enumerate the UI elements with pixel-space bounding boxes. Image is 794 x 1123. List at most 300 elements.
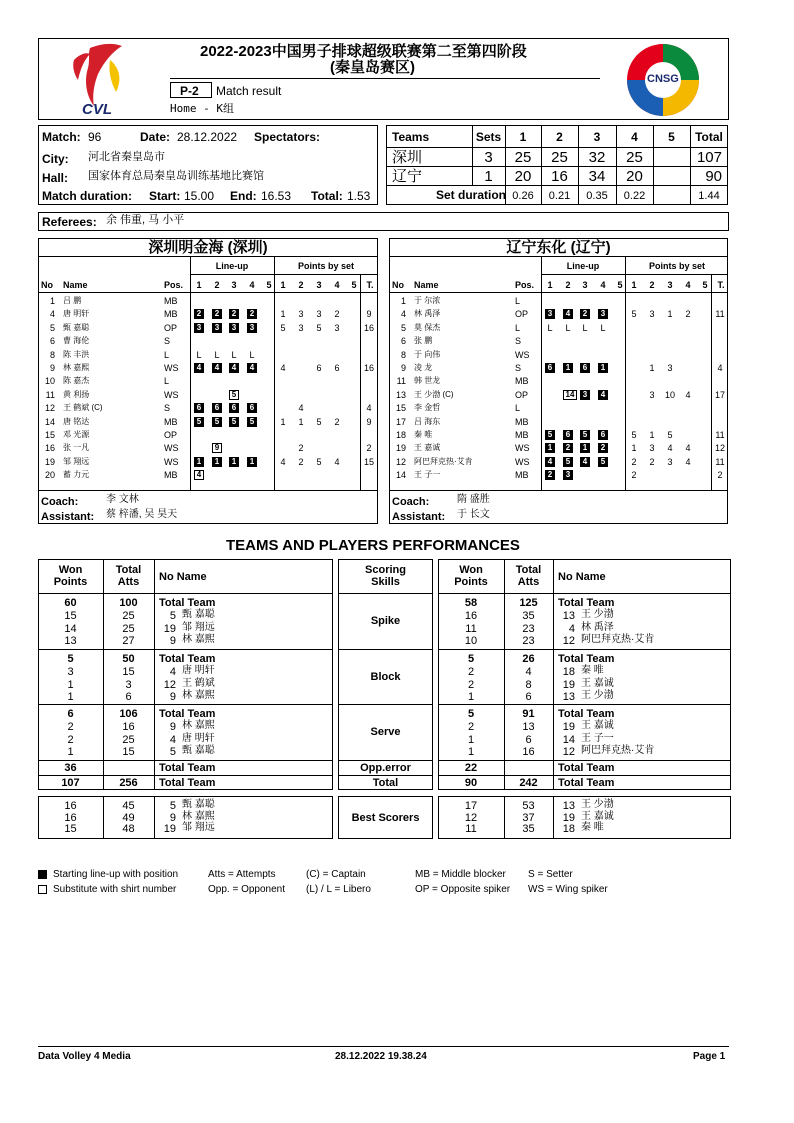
player-won: 2 (467, 721, 475, 733)
roster-line (389, 490, 728, 491)
player-position: MB (164, 416, 178, 427)
team-won: 22 (464, 762, 478, 774)
player-name: 王 嘉诚 (414, 443, 441, 453)
set-points: 4 (280, 363, 286, 373)
scorer-points: 15 (64, 823, 77, 835)
spectators-label: Spectators: (254, 130, 321, 144)
roster-line (38, 256, 378, 257)
set-points: 2 (631, 456, 637, 467)
end-label: End: (230, 189, 257, 203)
lineup-starter: 5 (598, 457, 608, 467)
player-number: 19 (395, 443, 406, 454)
assistant-label: Assistant: (392, 511, 446, 523)
lineup-starter: 1 (598, 363, 608, 373)
scorer-no: 18 (562, 823, 575, 835)
points-set-header: 3 (667, 280, 673, 290)
player-name: 唐 明轩 (182, 665, 215, 676)
perf-row-line (338, 760, 433, 761)
player-no: 5 (169, 746, 176, 759)
player-won: 1 (67, 691, 74, 704)
total-header: T. (717, 280, 725, 290)
player-atts: 16 (122, 721, 135, 733)
lineup-set-header: 2 (214, 280, 220, 290)
player-position: OP (164, 430, 178, 440)
substitute-square-icon (38, 885, 47, 894)
player-position: WS (515, 456, 530, 467)
player-total: 4 (366, 403, 372, 414)
total-team-label: Total Team (558, 653, 615, 665)
player-atts: 23 (522, 635, 535, 648)
lineup-starter: 5 (212, 417, 222, 427)
team-won: 6 (67, 708, 74, 720)
score-cell: 107 (696, 149, 722, 166)
won-points-header: Won (459, 564, 483, 576)
scorer-points: 17 (464, 800, 478, 812)
team-atts: 256 (119, 777, 138, 789)
player-total: 11 (715, 430, 725, 440)
set-points: 4 (685, 389, 691, 400)
roster-line (389, 256, 728, 257)
cvl-logo (60, 40, 132, 118)
player-no: 13 (562, 610, 575, 622)
player-won: 13 (64, 635, 77, 648)
lineup-starter: 1 (229, 457, 239, 467)
lineup-starter: 2 (563, 443, 573, 453)
player-number: 6 (49, 336, 55, 347)
set-points: 1 (280, 416, 286, 427)
hall-label: Hall: (42, 171, 69, 185)
lineup-substitute: 9 (212, 443, 222, 453)
cvl-logo-text: CVL (82, 101, 112, 118)
player-name: 邓 光源 (63, 430, 90, 439)
lineup-set-header: 1 (196, 280, 202, 290)
set-points: 3 (667, 363, 673, 373)
score-header: 4 (631, 130, 638, 144)
set-points: 5 (631, 309, 637, 320)
scorer-points: 11 (465, 823, 477, 835)
player-name: 张 一凡 (63, 443, 90, 453)
player-number: 12 (44, 403, 55, 414)
player-name: 阿巴拜克热·艾肯 (581, 634, 655, 646)
footer-timestamp: 28.12.2022 19.38.24 (335, 1051, 427, 1062)
set-points: 5 (316, 322, 322, 333)
player-position: MB (164, 309, 178, 320)
lineup-starter: 5 (194, 417, 204, 427)
player-atts: 16 (522, 746, 535, 759)
perf-col-line (553, 796, 554, 839)
set-points: 3 (649, 309, 655, 320)
player-number: 11 (396, 376, 406, 387)
player-position: L (164, 376, 170, 387)
lineup-starter: 1 (194, 457, 204, 467)
lineup-libero: L (565, 322, 571, 333)
team-won: 5 (67, 653, 74, 665)
lineup-libero: L (600, 322, 606, 333)
lineup-set-header: 5 (617, 280, 623, 290)
player-atts: 23 (522, 622, 535, 635)
name-header: Name (414, 280, 439, 290)
player-number: 15 (395, 403, 406, 414)
lineup-starter: 5 (563, 457, 573, 467)
page-subtitle: (秦皇岛赛区) (330, 59, 415, 76)
player-name: 林 嘉熙 (182, 634, 215, 646)
points-set-header: 5 (351, 280, 357, 290)
lineup-starter: 3 (563, 470, 573, 480)
set-points: 4 (334, 456, 340, 467)
player-number: 5 (49, 322, 55, 333)
player-name: 林 禹泽 (581, 621, 614, 633)
performance-title: TEAMS AND PLAYERS PERFORMANCES (226, 537, 520, 554)
player-atts: 4 (525, 666, 532, 678)
set-points: 6 (334, 363, 340, 373)
total-team-label: Total Team (558, 597, 615, 609)
player-total: 17 (714, 389, 725, 400)
player-won: 10 (464, 635, 478, 648)
player-name: 莫 保杰 (414, 322, 441, 332)
player-name: 王 鹤斌 (182, 677, 215, 689)
team-name: 深圳明金海 (深圳) (148, 239, 268, 256)
player-atts: 8 (525, 678, 532, 691)
player-no: 9 (169, 721, 176, 733)
perf-row-line (438, 593, 731, 594)
player-total: 11 (715, 456, 725, 467)
player-number: 20 (44, 470, 55, 481)
lineup-starter: 6 (545, 363, 555, 373)
player-no: 5 (169, 610, 176, 622)
player-atts: 25 (122, 622, 135, 635)
legend-item: (C) = Captain (306, 869, 366, 880)
score-header: Sets (475, 130, 502, 144)
assistant-name: 于 长文 (457, 509, 490, 520)
points-set-header: 5 (702, 280, 708, 290)
skill-label: Total (372, 777, 399, 789)
player-name: 王 嘉诚 (581, 720, 614, 731)
points-header: Points by set (297, 261, 354, 271)
scorer-no: 5 (169, 800, 176, 812)
skill-label: Serve (370, 726, 401, 738)
team-won: 36 (64, 762, 77, 774)
lineup-substitute: 5 (229, 390, 239, 400)
player-name: 王 鹤斌 (C) (63, 403, 103, 413)
legend-item: Substitute with shirt number (53, 884, 177, 895)
perf-row-line (338, 593, 433, 594)
player-no: 19 (163, 622, 176, 635)
score-cell: 25 (514, 149, 532, 166)
player-won: 11 (465, 622, 477, 635)
player-name: 王 少渤 (581, 690, 614, 702)
lineup-starter: 6 (194, 403, 204, 413)
team-won: 90 (464, 777, 478, 789)
player-no: 4 (568, 622, 575, 635)
scorer-name: 甄 嘉聪 (182, 799, 215, 810)
player-number: 4 (49, 309, 55, 320)
referees-label: Referees: (42, 215, 97, 229)
cnsg-logo (625, 42, 701, 118)
legend-item: Atts = Attempts (208, 869, 276, 880)
scorer-name: 邹 翔远 (182, 822, 215, 833)
perf-row-line (38, 704, 333, 705)
player-name: 阿巴拜克热·艾肯 (581, 745, 655, 757)
score-cell: 25 (626, 149, 643, 166)
player-position: WS (164, 456, 179, 467)
set-points: 3 (316, 309, 322, 320)
player-atts: 35 (522, 610, 535, 622)
player-total: 4 (717, 363, 723, 373)
lineup-header: Line-up (215, 261, 249, 271)
player-number: 11 (45, 389, 55, 400)
set-points: 2 (298, 456, 304, 467)
end-time: 16.53 (261, 189, 292, 203)
player-won: 1 (67, 678, 74, 691)
team-won: 5 (467, 708, 475, 720)
lineup-starter: 3 (229, 323, 239, 333)
player-no: 19 (562, 678, 575, 691)
player-position: L (515, 296, 521, 306)
team-atts: 106 (119, 708, 138, 720)
player-name: 王 少渤 (C) (414, 389, 454, 399)
coach-name: 隋 盛胜 (457, 494, 490, 505)
player-won: 2 (67, 721, 74, 733)
scorer-no: 19 (163, 823, 176, 835)
score-cell: 32 (588, 149, 606, 166)
player-name: 唐 铭达 (63, 416, 90, 426)
points-set-header: 2 (298, 280, 304, 290)
score-cell: 辽宁 (392, 168, 423, 185)
player-position: MB (515, 376, 529, 387)
no-name-header: No Name (558, 571, 606, 583)
lineup-starter: 6 (247, 403, 257, 413)
set-points: 1 (631, 443, 637, 454)
player-name: 阿巴拜克热·艾肯 (414, 456, 473, 466)
score-cell: 16 (551, 168, 568, 185)
lineup-starter: 6 (580, 363, 590, 373)
team-atts: 242 (519, 777, 538, 789)
score-cell: 3 (484, 149, 493, 166)
score-col-line (653, 185, 654, 205)
team-atts: 50 (122, 653, 135, 665)
set-points: 5 (631, 430, 637, 440)
lineup-starter: 1 (545, 443, 555, 453)
player-position: S (164, 336, 171, 347)
lineup-starter: 4 (212, 363, 222, 373)
player-number: 1 (400, 296, 406, 306)
player-no: 9 (169, 691, 176, 704)
scoring-skills-header: Scoring (365, 564, 406, 576)
set-points: 4 (298, 403, 304, 414)
team-won: 60 (64, 597, 77, 609)
player-name: 林 嘉熙 (63, 363, 90, 372)
player-position: MB (164, 296, 178, 306)
scorer-points: 16 (64, 811, 77, 824)
set-points: 3 (298, 309, 304, 320)
coach-label: Coach: (392, 496, 430, 508)
player-number: 8 (400, 349, 406, 360)
start-label: Start: (149, 189, 181, 203)
player-name: 蓄 力元 (63, 470, 90, 480)
player-won: 2 (467, 666, 475, 678)
hall-value: 国家体育总局秦皇岛训练基地比赛馆 (88, 170, 264, 182)
roster-col-line (541, 256, 542, 490)
player-won: 1 (467, 746, 475, 759)
player-atts: 6 (125, 691, 132, 704)
lineup-substitute: 4 (194, 470, 204, 480)
perf-row-line (438, 649, 731, 650)
total-label: Total: (311, 189, 343, 203)
lineup-starter: 5 (229, 417, 239, 427)
start-time: 15.00 (184, 189, 215, 203)
player-number: 17 (395, 416, 406, 427)
skill-label: Opp.error (360, 762, 411, 774)
player-position: WS (515, 443, 530, 454)
footer-divider (38, 1046, 729, 1047)
player-atts: 15 (122, 666, 135, 678)
points-header: Points by set (648, 261, 705, 271)
player-won: 15 (64, 610, 77, 622)
lineup-set-header: 4 (249, 280, 255, 290)
lineup-starter: 5 (247, 417, 257, 427)
player-no: 12 (562, 746, 575, 759)
lineup-set-header: 3 (231, 280, 237, 290)
player-atts: 6 (525, 733, 532, 746)
player-position: OP (515, 309, 529, 320)
player-no: 9 (169, 635, 176, 648)
scoring-skills-header: Skills (371, 576, 400, 588)
player-number: 15 (44, 430, 55, 440)
player-position: MB (164, 470, 178, 481)
lineup-starter: 6 (212, 403, 222, 413)
score-cell: 90 (705, 168, 722, 185)
lineup-starter: 3 (580, 390, 590, 400)
player-won: 1 (67, 746, 74, 759)
total-team-label: Total Team (159, 597, 216, 609)
points-set-header: 1 (280, 280, 286, 290)
player-name: 林 嘉熙 (182, 720, 215, 731)
player-name: 陈 嘉杰 (63, 376, 90, 386)
total-team-label: Total Team (159, 653, 216, 665)
set-points: 3 (334, 322, 340, 333)
player-name: 林 嘉熙 (182, 690, 215, 702)
total-team-label: Total Team (558, 708, 615, 720)
player-atts: 15 (122, 746, 135, 759)
player-name: 吕 鹏 (63, 296, 82, 305)
set-duration: 1.44 (698, 190, 720, 202)
score-row-line (386, 166, 728, 167)
player-position: S (164, 403, 171, 414)
lineup-starter: 6 (563, 430, 573, 440)
assistant-name: 蔡 梓潘, 吴 昊天 (106, 509, 178, 520)
set-points: 3 (649, 443, 655, 454)
perf-row-line (38, 775, 333, 776)
player-position: L (515, 322, 521, 333)
player-position: WS (164, 443, 179, 454)
lineup-starter: 4 (598, 390, 608, 400)
set-points: 3 (649, 389, 655, 400)
lineup-starter: 4 (229, 363, 239, 373)
total-team-label: Total Team (159, 708, 216, 720)
player-no: 12 (163, 678, 176, 691)
lineup-starter: 2 (545, 470, 555, 480)
scorer-atts: 48 (122, 823, 135, 835)
set-points: 5 (316, 416, 322, 427)
set-points: 2 (334, 416, 340, 427)
player-won: 16 (464, 610, 478, 622)
score-header: Teams (392, 130, 430, 144)
player-position: MB (515, 416, 529, 427)
score-cell: 25 (551, 149, 568, 166)
player-position: MB (515, 470, 529, 481)
lineup-set-header: 5 (266, 280, 272, 290)
player-atts: 3 (125, 678, 132, 691)
lineup-starter: 4 (194, 363, 204, 373)
player-name: 唐 明轩 (182, 732, 215, 744)
set-points: 6 (316, 363, 322, 373)
perf-row-line (38, 649, 333, 650)
lineup-starter: 3 (598, 309, 608, 319)
player-name: 王 少渤 (581, 609, 614, 620)
lineup-libero: L (196, 349, 202, 360)
perf-row-line (338, 775, 433, 776)
lineup-starter: 4 (247, 363, 257, 373)
coach-label: Coach: (41, 496, 79, 508)
match-date: 28.12.2022 (177, 130, 238, 144)
player-position: OP (515, 389, 529, 400)
score-header: 3 (593, 130, 601, 144)
player-name: 甄 嘉聪 (182, 609, 215, 620)
player-number: 9 (400, 363, 406, 373)
player-name: 甄 嘉聪 (63, 322, 90, 332)
set-points: 1 (280, 309, 286, 320)
header-divider (170, 78, 600, 79)
legend-item: WS = Wing spiker (528, 884, 608, 895)
player-number: 10 (44, 376, 55, 387)
legend-item: S = Setter (528, 869, 573, 880)
lineup-starter: 1 (563, 363, 573, 373)
player-name: 黄 利扬 (63, 389, 90, 399)
scorer-name: 林 嘉熙 (182, 810, 215, 822)
set-points: 5 (316, 456, 322, 467)
player-position: L (515, 403, 521, 414)
score-header: Total (695, 130, 723, 144)
lineup-libero: L (214, 349, 220, 360)
report-code: P-2 (180, 84, 199, 98)
player-number: 8 (49, 349, 55, 360)
lineup-starter: 4 (563, 309, 573, 319)
player-total: 2 (366, 443, 372, 454)
player-atts: 25 (122, 733, 135, 746)
lineup-libero: L (231, 349, 237, 360)
player-number: 16 (44, 443, 55, 454)
lineup-starter: 1 (212, 457, 222, 467)
player-won: 1 (467, 733, 475, 746)
player-no: 13 (562, 691, 575, 704)
score-header: 1 (519, 130, 527, 144)
lineup-starter: 1 (247, 457, 257, 467)
player-no: 14 (562, 733, 575, 746)
no-header: No (392, 280, 404, 290)
lineup-libero: L (249, 349, 255, 360)
set-points: 1 (667, 309, 673, 320)
set-points: 1 (649, 363, 655, 373)
player-won: 1 (467, 691, 475, 704)
set-points: 4 (667, 443, 673, 454)
roster-line (190, 274, 378, 275)
coach-name: 李 文林 (106, 494, 139, 505)
player-name: 秦 唯 (414, 430, 433, 439)
scorer-atts: 45 (122, 800, 135, 812)
skill-label: Best Scorers (351, 812, 420, 824)
player-name: 凌 龙 (414, 363, 433, 372)
total-atts-header: Total (115, 564, 142, 576)
